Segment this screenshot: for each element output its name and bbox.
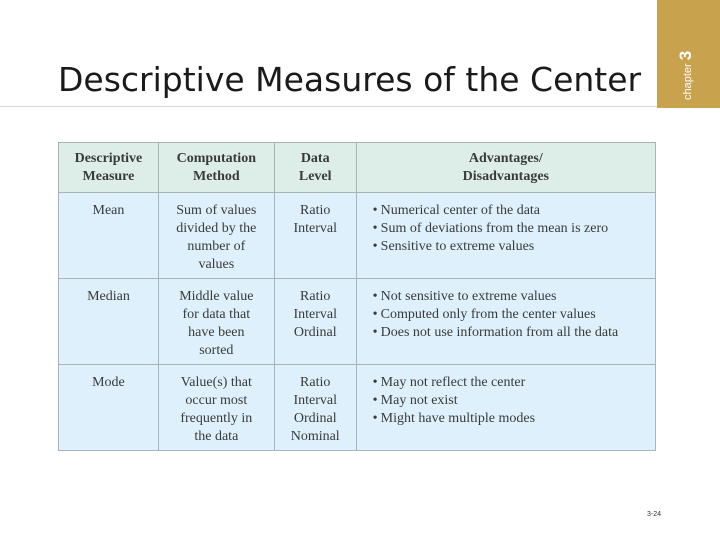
header-line: Advantages/ (468, 151, 543, 166)
level-line: Ordinal (293, 411, 337, 426)
header-line: Method (192, 169, 240, 184)
method-line: sorted (199, 343, 234, 358)
level-cell (274, 365, 356, 451)
table-row-median (59, 279, 656, 365)
header-line: Level (298, 169, 332, 184)
advantages-cell (356, 193, 655, 279)
measure-cell: Median (59, 279, 159, 365)
method-line: for data that (182, 307, 251, 322)
chapter-word: chapter (682, 63, 694, 100)
header-line: Computation (176, 151, 256, 166)
method-line: Middle value (179, 289, 254, 304)
method-line: Value(s) that (180, 375, 252, 390)
level-cell (274, 193, 356, 279)
method-cell (158, 279, 274, 365)
list-item: • Sum of deviations from the mean is zero (373, 220, 655, 238)
table-row-mean (59, 193, 656, 279)
chapter-label (676, 51, 696, 100)
title-divider (0, 106, 657, 107)
measure-cell: Mean (59, 193, 159, 279)
advantages-list (373, 202, 655, 256)
list-item: • Computed only from the center values (373, 306, 655, 324)
method-line: have been (188, 325, 245, 340)
list-item: • Might have multiple modes (373, 410, 655, 428)
method-line: divided by the (176, 221, 257, 236)
method-line: occur most (185, 393, 248, 408)
header-descriptive-measure (59, 143, 159, 193)
method-line: the data (194, 429, 239, 444)
level-line: Ratio (300, 203, 331, 218)
table-row-mode (59, 365, 656, 451)
header-line: Disadvantages (462, 169, 549, 184)
list-item: • Sensitive to extreme values (373, 238, 655, 256)
header-advantages-disadvantages (356, 143, 655, 193)
level-line: Interval (293, 221, 337, 236)
method-line: frequently in (180, 411, 253, 426)
method-cell (158, 193, 274, 279)
list-item: • Does not use information from all the data (373, 324, 655, 342)
page-number: 3-24 (647, 511, 662, 518)
level-line: Ratio (300, 289, 331, 304)
level-line: Interval (293, 393, 337, 408)
table-header-row (59, 143, 656, 193)
method-cell (158, 365, 274, 451)
level-line: Ordinal (293, 325, 337, 340)
chapter-number: 3 (676, 50, 695, 61)
list-item: • Numerical center of the data (373, 202, 655, 220)
header-line: Data (300, 151, 330, 166)
measure-cell: Mode (59, 365, 159, 451)
advantages-list (373, 374, 655, 428)
header-data-level (274, 143, 356, 193)
header-line: Measure (82, 169, 135, 184)
method-line: Sum of values (176, 203, 257, 218)
header-line: Descriptive (74, 151, 143, 166)
list-item: • May not reflect the center (373, 374, 655, 392)
advantages-cell (356, 365, 655, 451)
slide-title: Descriptive Measures of the Center (58, 60, 642, 99)
measures-table (58, 142, 656, 451)
level-line: Nominal (290, 429, 340, 444)
list-item: • Not sensitive to extreme values (373, 288, 655, 306)
level-cell (274, 279, 356, 365)
level-line: Interval (293, 307, 337, 322)
method-line: values (198, 257, 235, 272)
method-line: number of (187, 239, 246, 254)
level-line: Ratio (300, 375, 331, 390)
advantages-cell (356, 279, 655, 365)
list-item: • May not exist (373, 392, 655, 410)
advantages-list (373, 288, 655, 342)
header-computation-method (158, 143, 274, 193)
